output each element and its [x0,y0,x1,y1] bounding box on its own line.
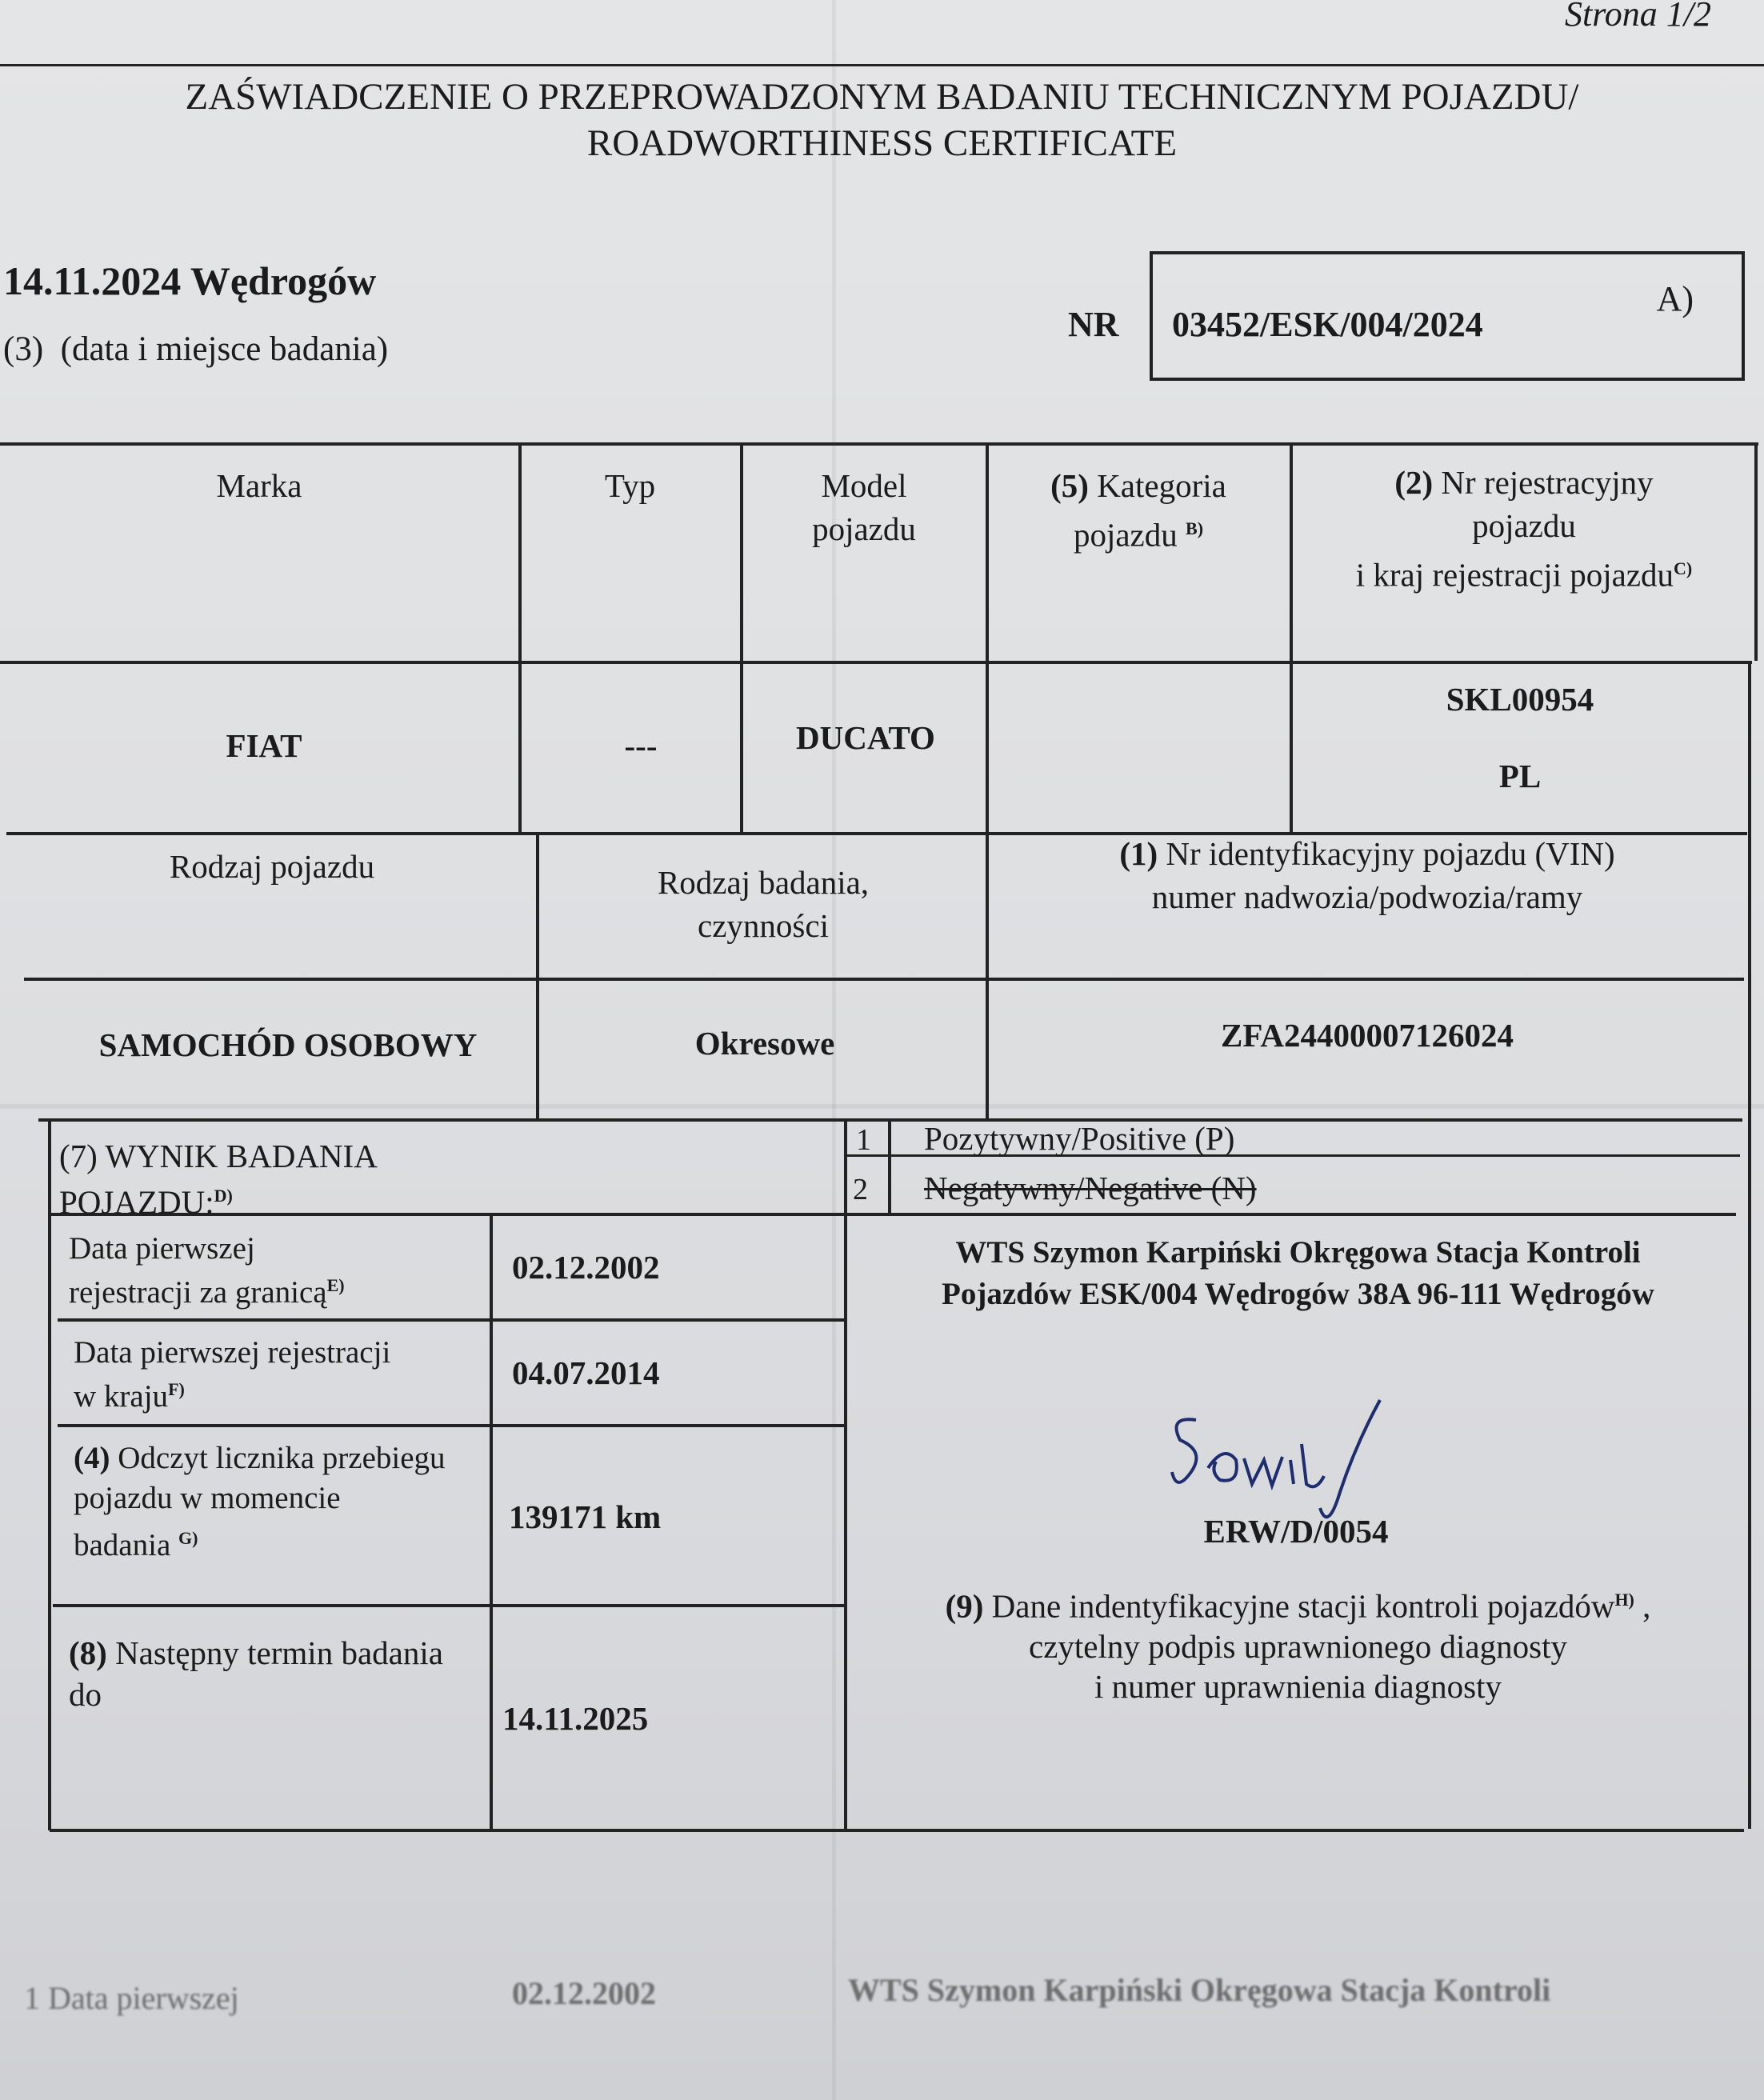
value-model: DUCATO [796,719,935,756]
document-title [0,74,1764,166]
grid-line [1748,661,1751,1829]
result-label-sup: D) [214,1186,233,1206]
header-rej-line-1 [1293,461,1755,504]
bleed-through-right: WTS Szymon Karpiński Okręgowa Stacja Kontroli [848,1972,1551,2008]
header-kategoria-sup: B) [1186,518,1204,538]
detail-line-2: do [69,1676,102,1713]
header-rodzaj-badania-line-2: czynności [698,907,829,944]
header-nr-rejestracyjny [1293,461,1755,597]
value-rodzaj-pojazdu: SAMOCHÓD OSOBOWY [98,1026,478,1063]
header-vin-word: Nr identyfikacyjny pojazdu (VIN) [1166,835,1615,872]
certificate-number: 03452/ESK/004/2024 [1172,305,1483,344]
station-caption-line-3: i numer uprawnienia diagnosty [1094,1667,1502,1705]
title-line-1: ZAŚWIADCZENIE O PRZEPROWADZONYM BADANIU TECHNICZNYM POJAZDU/ [185,76,1579,118]
header-kategoria-word-2: pojazdu [1073,516,1178,554]
detail-sup: F) [168,1379,185,1399]
result-label-num: (7) [59,1138,98,1174]
grid-line [844,1118,847,1829]
header-rej-word: Nr rejestracyjny [1441,464,1654,501]
header-model [742,464,986,550]
nr-label: NR [1068,305,1119,344]
detail-line-1-text: Odczyt licznika przebiegu [118,1441,446,1475]
value-vin: ZFA24400007126024 [1221,1017,1514,1054]
header-kategoria-line-2 [987,507,1290,557]
grid-line [888,1118,891,1213]
grid-line [50,1829,1744,1832]
detail-line-1: Data pierwszej rejestracji [74,1335,391,1370]
detail-line-2-text: rejestracji za granicą [69,1275,327,1310]
detail-first-reg-abroad-value: 02.12.2002 [512,1249,660,1286]
detail-line-2-text: w kraju [74,1379,169,1414]
result-option-2-num: 2 [853,1173,868,1206]
detail-line-1: Data pierwszej [69,1231,255,1266]
diagnostician-number: ERW/D/0054 [1203,1513,1389,1550]
header-model-line-2: pojazdu [812,510,916,547]
detail-first-reg-country-label [74,1334,390,1415]
detail-line-2: pojazdu w momencie [74,1481,341,1515]
header-rej-line-2: pojazdu [1472,507,1576,544]
header-rej-word-3: i kraj rejestracji pojazdu [1355,556,1674,594]
detail-line-2 [69,1267,345,1311]
header-kategoria-word: Kategoria [1097,467,1226,504]
station-line-2: Pojazdów ESK/004 Wędrogów 38A 96-111 Wędrogów [942,1277,1654,1311]
station-caption-sup: H) [1614,1590,1634,1610]
value-nr-rejestracyjny: SKL00954 [1446,681,1594,718]
detail-first-reg-country-value: 04.07.2014 [512,1354,660,1391]
detail-line-3-text: badania [74,1528,171,1562]
detail-line-1-text: Następny termin badania [115,1634,443,1671]
header-marka: Marka [216,467,302,504]
page-label: Strona 1/2 [1565,0,1711,34]
detail-line-2 [74,1371,390,1415]
result-option-negative: Negatywny/Negative (N) [924,1170,1257,1206]
detail-first-reg-abroad-label [69,1230,345,1311]
header-rej-line-3 [1293,547,1755,597]
top-rule [0,64,1764,66]
detail-odometer-label [74,1438,446,1566]
exam-date-place: 14.11.2024 Wędrogów [3,258,377,303]
grid-line [0,661,1752,664]
station-line-1: WTS Szymon Karpiński Okręgowa Stacja Kontroli [955,1235,1641,1270]
header-vin-num: (1) [1119,835,1158,872]
result-option-1-num: 1 [856,1123,871,1157]
value-rodzaj-badania: Okresowe [694,1025,835,1062]
grid-line [490,1213,493,1829]
result-option-positive: Pozytywny/Positive (P) [924,1120,1235,1157]
station-caption-line-2: czytelny podpis uprawnionego diagnosty [1029,1627,1567,1665]
grid-line [48,1118,51,1830]
header-rodzaj-pojazdu: Rodzaj pojazdu [169,848,375,885]
header-typ: Typ [604,467,656,504]
header-rodzaj-badania [541,861,986,947]
header-model-line-1: Model [821,467,907,504]
header-vin [989,832,1746,918]
detail-sup: E) [326,1275,345,1295]
station-caption-num: (9) [945,1587,984,1625]
certificate-number-box [1150,251,1745,381]
paper-fold [0,1104,1764,1109]
detail-sup: G) [178,1528,198,1548]
detail-next-exam-value: 14.11.2025 [502,1700,649,1737]
title-line-2: ROADWORTHINESS CERTIFICATE [586,122,1178,164]
bleed-through-left: 1 Data pierwszej [24,1980,239,2016]
header-rej-sup: C) [1674,558,1693,578]
header-kategoria-num: (5) [1050,467,1089,504]
grid-line [24,978,1744,981]
result-label-line-2 [59,1176,378,1222]
detail-line-1 [74,1438,446,1478]
value-typ: --- [624,727,658,764]
header-vin-line-2: numer nadwozia/podwozia/ramy [1151,878,1583,915]
station-caption [848,1580,1748,1706]
station-identity [848,1232,1748,1315]
header-kategoria [987,464,1290,557]
header-rej-num: (2) [1394,464,1434,501]
value-marka: FIAT [226,727,302,764]
grid-line [53,1604,845,1607]
station-caption-line-1: (9) Dane indentyfikacyjne stacji kontroli pojazdów$^{H)}$ , [945,1587,1651,1625]
header-vin-line-1 [989,832,1746,875]
result-label-line-1 [59,1136,378,1176]
exam-label [3,330,388,369]
header-kategoria-line-1 [987,464,1290,507]
detail-num: (8) [69,1634,107,1671]
detail-odometer-value: 139171 km [509,1498,662,1535]
result-label [59,1136,378,1222]
exam-label-num: (3) [3,330,44,368]
value-kraj: PL [1498,758,1542,794]
exam-label-text: (data i miejsce badania) [60,330,389,368]
header-rodzaj-badania-line-1: Rodzaj badania, [657,864,870,901]
detail-line-1 [69,1632,443,1674]
detail-num: (4) [74,1441,110,1475]
bleed-through-middle: 02.12.2002 [512,1975,656,2011]
certificate-mark: A) [1656,279,1694,318]
station-caption-text: Dane indentyfikacyjne stacji kontroli pojazdów [991,1587,1615,1625]
result-label-text-2: POJAZDU: [59,1183,214,1221]
detail-next-exam-label [69,1632,443,1715]
grid-line [58,1318,845,1322]
grid-line [536,832,539,1118]
detail-line-3 [74,1518,446,1566]
grid-line [58,1424,845,1427]
bleed-through-text [0,1968,1764,2024]
grid-line [0,442,1758,446]
result-label-text: WYNIK BADANIA [105,1138,378,1174]
